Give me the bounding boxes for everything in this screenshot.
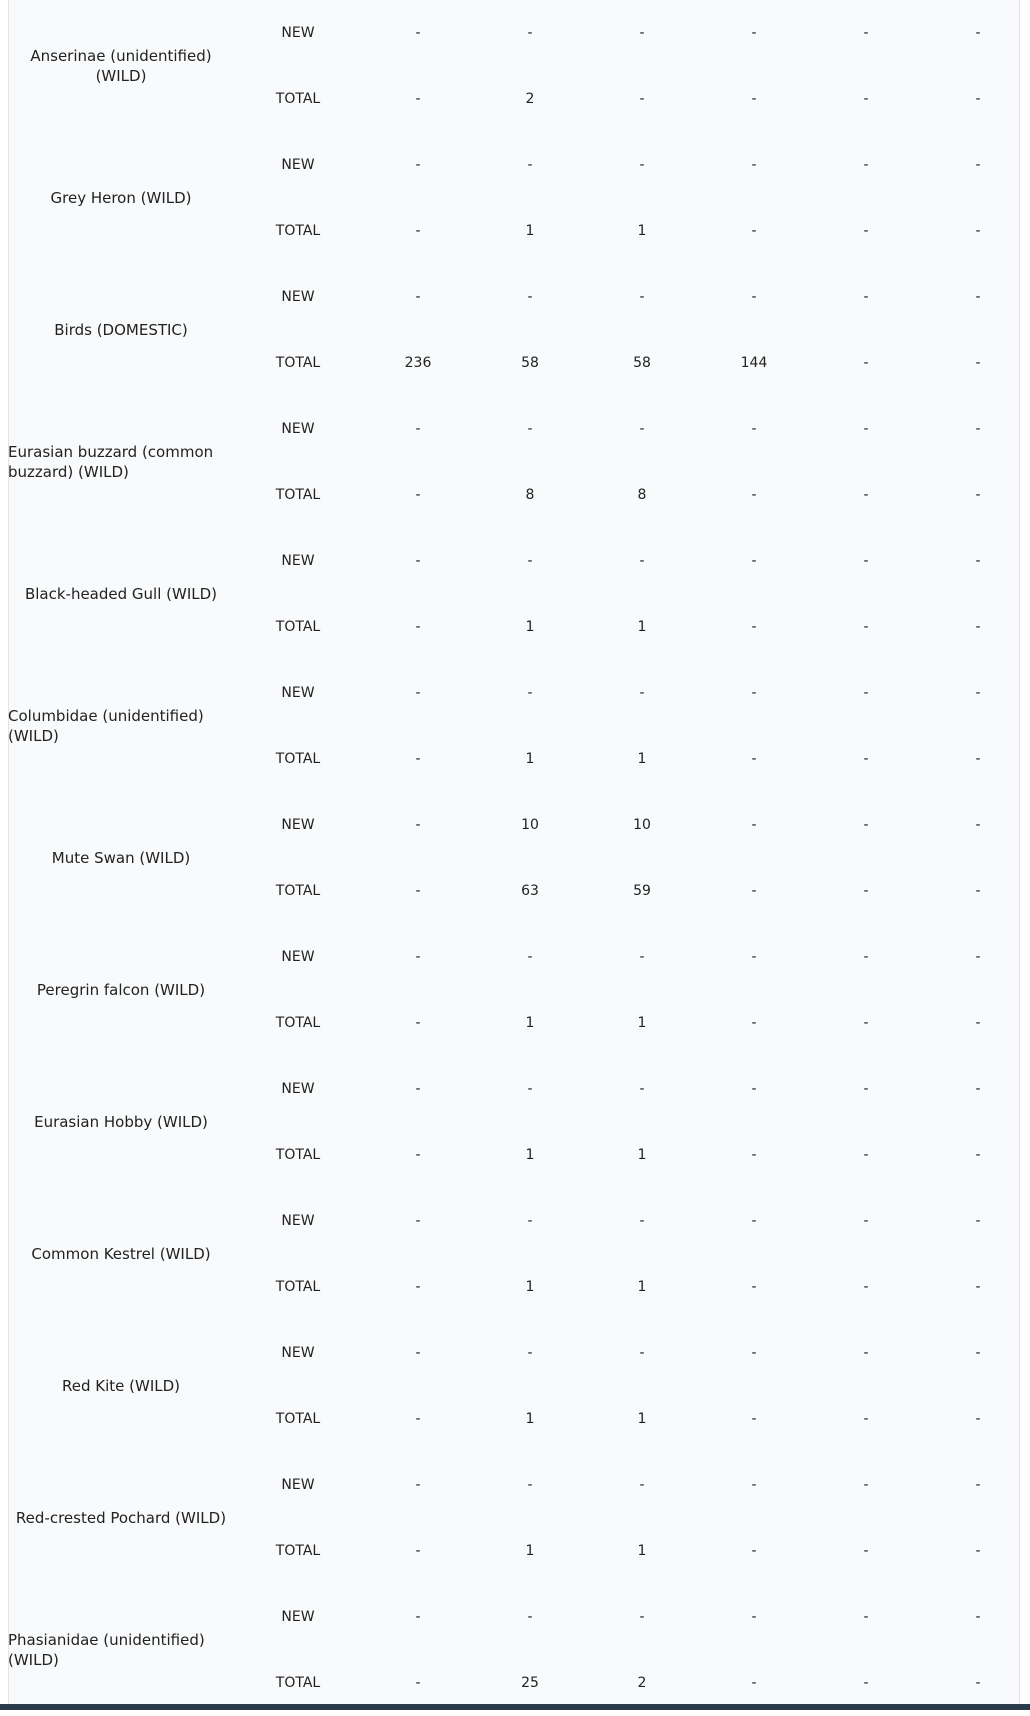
row-type-new: NEW <box>281 157 315 173</box>
cell-value: - <box>975 421 981 437</box>
cell-value: 58 <box>521 355 539 371</box>
table-row <box>8 528 1030 594</box>
row-type-new: NEW <box>281 949 315 965</box>
cell-value: - <box>975 619 981 635</box>
cell-value: 58 <box>633 355 651 371</box>
cell-value: 1 <box>525 1279 535 1295</box>
species-name: Anserinae (unidentified) (WILD) <box>30 47 212 85</box>
cell-value: - <box>975 1279 981 1295</box>
table-row <box>8 0 1030 66</box>
cell-value: - <box>975 487 981 503</box>
cell-value: - <box>751 883 757 899</box>
table-row <box>8 924 1030 990</box>
cell-value: - <box>415 1477 421 1493</box>
cell-value: 8 <box>637 487 647 503</box>
cell-value: - <box>751 1147 757 1163</box>
cell-value: - <box>415 25 421 41</box>
cell-value: 1 <box>637 619 647 635</box>
cell-value: - <box>639 1609 645 1625</box>
cell-value: - <box>415 751 421 767</box>
cell-value: - <box>751 949 757 965</box>
cell-value: 1 <box>637 1279 647 1295</box>
cell-value: - <box>863 949 869 965</box>
cell-value: - <box>751 619 757 635</box>
cell-value: - <box>527 421 533 437</box>
row-type-new: NEW <box>281 1213 315 1229</box>
table-row <box>8 1320 1030 1386</box>
cell-value: - <box>975 91 981 107</box>
cell-value: - <box>639 1081 645 1097</box>
cell-value: 236 <box>404 355 432 371</box>
cell-value: 144 <box>740 355 768 371</box>
species-name: Columbidae (unidentified) (WILD) <box>8 707 204 745</box>
cell-value: - <box>751 1543 757 1559</box>
cell-value: - <box>863 25 869 41</box>
cell-value: - <box>527 25 533 41</box>
cell-value: - <box>863 1411 869 1427</box>
table-row <box>8 660 1030 726</box>
cell-value: - <box>975 949 981 965</box>
table-body <box>8 0 1030 1716</box>
cell-value: - <box>415 421 421 437</box>
cell-value: - <box>975 1609 981 1625</box>
cell-value: 1 <box>525 751 535 767</box>
cell-value: - <box>863 487 869 503</box>
cell-value: 2 <box>525 91 535 107</box>
cell-value: - <box>751 1081 757 1097</box>
table-row <box>8 792 1030 858</box>
table-row <box>8 1188 1030 1254</box>
table-row <box>8 1452 1030 1518</box>
cell-value: - <box>975 883 981 899</box>
table-row <box>8 264 1030 330</box>
cell-value: 10 <box>521 817 539 833</box>
cell-value: - <box>751 1609 757 1625</box>
row-type-total: TOTAL <box>275 223 321 239</box>
cell-value: - <box>751 1345 757 1361</box>
cell-value: - <box>751 157 757 173</box>
row-type-total: TOTAL <box>275 1543 321 1559</box>
species-name: Black-headed Gull (WILD) <box>24 585 218 603</box>
cell-value: - <box>639 685 645 701</box>
bottom-bar <box>0 1704 1030 1710</box>
cell-value: - <box>863 553 869 569</box>
cell-value: - <box>415 553 421 569</box>
cell-value: - <box>863 355 869 371</box>
row-type-total: TOTAL <box>275 1015 321 1031</box>
row-type-new: NEW <box>281 25 315 41</box>
cell-value: - <box>415 619 421 635</box>
table-row <box>8 1056 1030 1122</box>
row-type-new: NEW <box>281 1609 315 1625</box>
cell-value: - <box>415 1213 421 1229</box>
cell-value: - <box>527 949 533 965</box>
row-type-total: TOTAL <box>275 1675 321 1691</box>
cell-value: - <box>415 685 421 701</box>
row-type-new: NEW <box>281 553 315 569</box>
cell-value: - <box>751 817 757 833</box>
cell-value: - <box>975 355 981 371</box>
cell-value: - <box>863 685 869 701</box>
cell-value: - <box>975 223 981 239</box>
cell-value: - <box>863 1081 869 1097</box>
cell-value: 1 <box>637 223 647 239</box>
cell-value: - <box>975 751 981 767</box>
cell-value: - <box>751 487 757 503</box>
cell-value: - <box>751 91 757 107</box>
row-type-total: TOTAL <box>275 883 321 899</box>
cell-value: - <box>863 223 869 239</box>
species-name: Peregrin falcon (WILD) <box>36 981 206 999</box>
row-type-total: TOTAL <box>275 1411 321 1427</box>
species-name: Common Kestrel (WILD) <box>31 1245 211 1263</box>
cell-value: - <box>975 1543 981 1559</box>
cell-value: - <box>639 289 645 305</box>
species-name: Eurasian Hobby (WILD) <box>34 1113 208 1131</box>
cell-value: - <box>975 685 981 701</box>
cell-value: - <box>751 1213 757 1229</box>
cell-value: - <box>527 1081 533 1097</box>
cell-value: - <box>863 1477 869 1493</box>
cell-value: - <box>639 91 645 107</box>
cell-value: 1 <box>525 619 535 635</box>
cell-value: - <box>415 949 421 965</box>
cell-value: - <box>751 289 757 305</box>
cell-value: - <box>751 421 757 437</box>
cell-value: - <box>863 1543 869 1559</box>
cell-value: - <box>863 1345 869 1361</box>
cell-value: - <box>751 1015 757 1031</box>
row-type-new: NEW <box>281 685 315 701</box>
cell-value: - <box>415 1543 421 1559</box>
cell-value: - <box>863 1609 869 1625</box>
cell-value: - <box>527 1213 533 1229</box>
cell-value: - <box>975 1675 981 1691</box>
cell-value: - <box>415 157 421 173</box>
cell-value: - <box>863 883 869 899</box>
cell-value: - <box>863 751 869 767</box>
row-type-total: TOTAL <box>275 355 321 371</box>
cell-value: - <box>863 1015 869 1031</box>
cell-value: - <box>975 1411 981 1427</box>
cell-value: - <box>639 421 645 437</box>
species-name: Red-crested Pochard (WILD) <box>15 1509 227 1527</box>
cell-value: 1 <box>637 751 647 767</box>
cell-value: - <box>415 1279 421 1295</box>
cell-value: - <box>751 223 757 239</box>
cell-value: 1 <box>525 223 535 239</box>
cell-value: - <box>863 817 869 833</box>
cell-value: - <box>751 1477 757 1493</box>
row-type-new: NEW <box>281 817 315 833</box>
cell-value: 1 <box>525 1543 535 1559</box>
row-type-new: NEW <box>281 1345 315 1361</box>
outbreak-table <box>8 0 1030 1716</box>
cell-value: 1 <box>525 1147 535 1163</box>
species-name: Red Kite (WILD) <box>61 1377 180 1395</box>
cell-value: 25 <box>521 1675 539 1691</box>
cell-value: - <box>527 1609 533 1625</box>
row-type-total: TOTAL <box>275 619 321 635</box>
cell-value: - <box>415 1609 421 1625</box>
cell-value: - <box>527 157 533 173</box>
cell-value: - <box>751 1411 757 1427</box>
cell-value: 1 <box>525 1015 535 1031</box>
cell-value: - <box>527 289 533 305</box>
cell-value: - <box>639 1345 645 1361</box>
cell-value: - <box>639 157 645 173</box>
cell-value: - <box>415 817 421 833</box>
cell-value: - <box>751 25 757 41</box>
cell-value: - <box>415 1015 421 1031</box>
cell-value: - <box>975 553 981 569</box>
cell-value: - <box>415 289 421 305</box>
cell-value: 59 <box>633 883 651 899</box>
cell-value: - <box>751 1675 757 1691</box>
cell-value: 1 <box>637 1543 647 1559</box>
cell-value: - <box>527 1477 533 1493</box>
cell-value: - <box>975 1477 981 1493</box>
cell-value: - <box>415 1345 421 1361</box>
cell-value: 1 <box>637 1411 647 1427</box>
cell-value: - <box>975 1015 981 1031</box>
species-name: Eurasian buzzard (common buzzard) (WILD) <box>8 443 214 481</box>
cell-value: 63 <box>521 883 539 899</box>
cell-value: - <box>863 421 869 437</box>
cell-value: - <box>527 685 533 701</box>
table-row <box>8 396 1030 462</box>
species-name: Phasianidae (unidentified) (WILD) <box>8 1631 205 1669</box>
cell-value: - <box>639 1213 645 1229</box>
row-type-total: TOTAL <box>275 91 321 107</box>
cell-value: - <box>639 1477 645 1493</box>
row-type-new: NEW <box>281 1081 315 1097</box>
row-type-new: NEW <box>281 1477 315 1493</box>
row-type-total: TOTAL <box>275 1279 321 1295</box>
cell-value: - <box>863 157 869 173</box>
cell-value: - <box>975 1081 981 1097</box>
cell-value: - <box>415 487 421 503</box>
cell-value: - <box>751 553 757 569</box>
cell-value: 10 <box>633 817 651 833</box>
row-type-new: NEW <box>281 421 315 437</box>
cell-value: - <box>415 1081 421 1097</box>
cell-value: - <box>415 1147 421 1163</box>
cell-value: - <box>863 1147 869 1163</box>
cell-value: - <box>863 619 869 635</box>
cell-value: 1 <box>637 1147 647 1163</box>
species-name: Mute Swan (WILD) <box>51 849 191 867</box>
cell-value: 2 <box>637 1675 647 1691</box>
row-type-total: TOTAL <box>275 1147 321 1163</box>
cell-value: - <box>415 1675 421 1691</box>
cell-value: - <box>527 1345 533 1361</box>
cell-value: - <box>415 223 421 239</box>
row-type-new: NEW <box>281 289 315 305</box>
cell-value: 1 <box>637 1015 647 1031</box>
cell-value: - <box>639 553 645 569</box>
cell-value: - <box>975 1147 981 1163</box>
cell-value: - <box>415 91 421 107</box>
cell-value: - <box>975 817 981 833</box>
species-name: Grey Heron (WILD) <box>50 189 192 207</box>
cell-value: - <box>863 1279 869 1295</box>
cell-value: - <box>863 289 869 305</box>
cell-value: - <box>751 685 757 701</box>
cell-value: 1 <box>525 1411 535 1427</box>
cell-value: - <box>415 1411 421 1427</box>
cell-value: - <box>975 289 981 305</box>
cell-value: - <box>975 1345 981 1361</box>
cell-value: - <box>975 157 981 173</box>
row-type-total: TOTAL <box>275 751 321 767</box>
cell-value: - <box>639 25 645 41</box>
cell-value: - <box>975 1213 981 1229</box>
cell-value: - <box>415 883 421 899</box>
cell-value: - <box>639 949 645 965</box>
cell-value: - <box>863 1213 869 1229</box>
cell-value: - <box>751 1279 757 1295</box>
cell-value: 8 <box>525 487 535 503</box>
cell-value: - <box>751 751 757 767</box>
cell-value: - <box>527 553 533 569</box>
cell-value: - <box>975 25 981 41</box>
cell-value: - <box>863 91 869 107</box>
table-row <box>8 1584 1030 1650</box>
table-row <box>8 132 1030 198</box>
cell-value: - <box>863 1675 869 1691</box>
row-type-total: TOTAL <box>275 487 321 503</box>
species-name: Birds (DOMESTIC) <box>54 321 188 339</box>
